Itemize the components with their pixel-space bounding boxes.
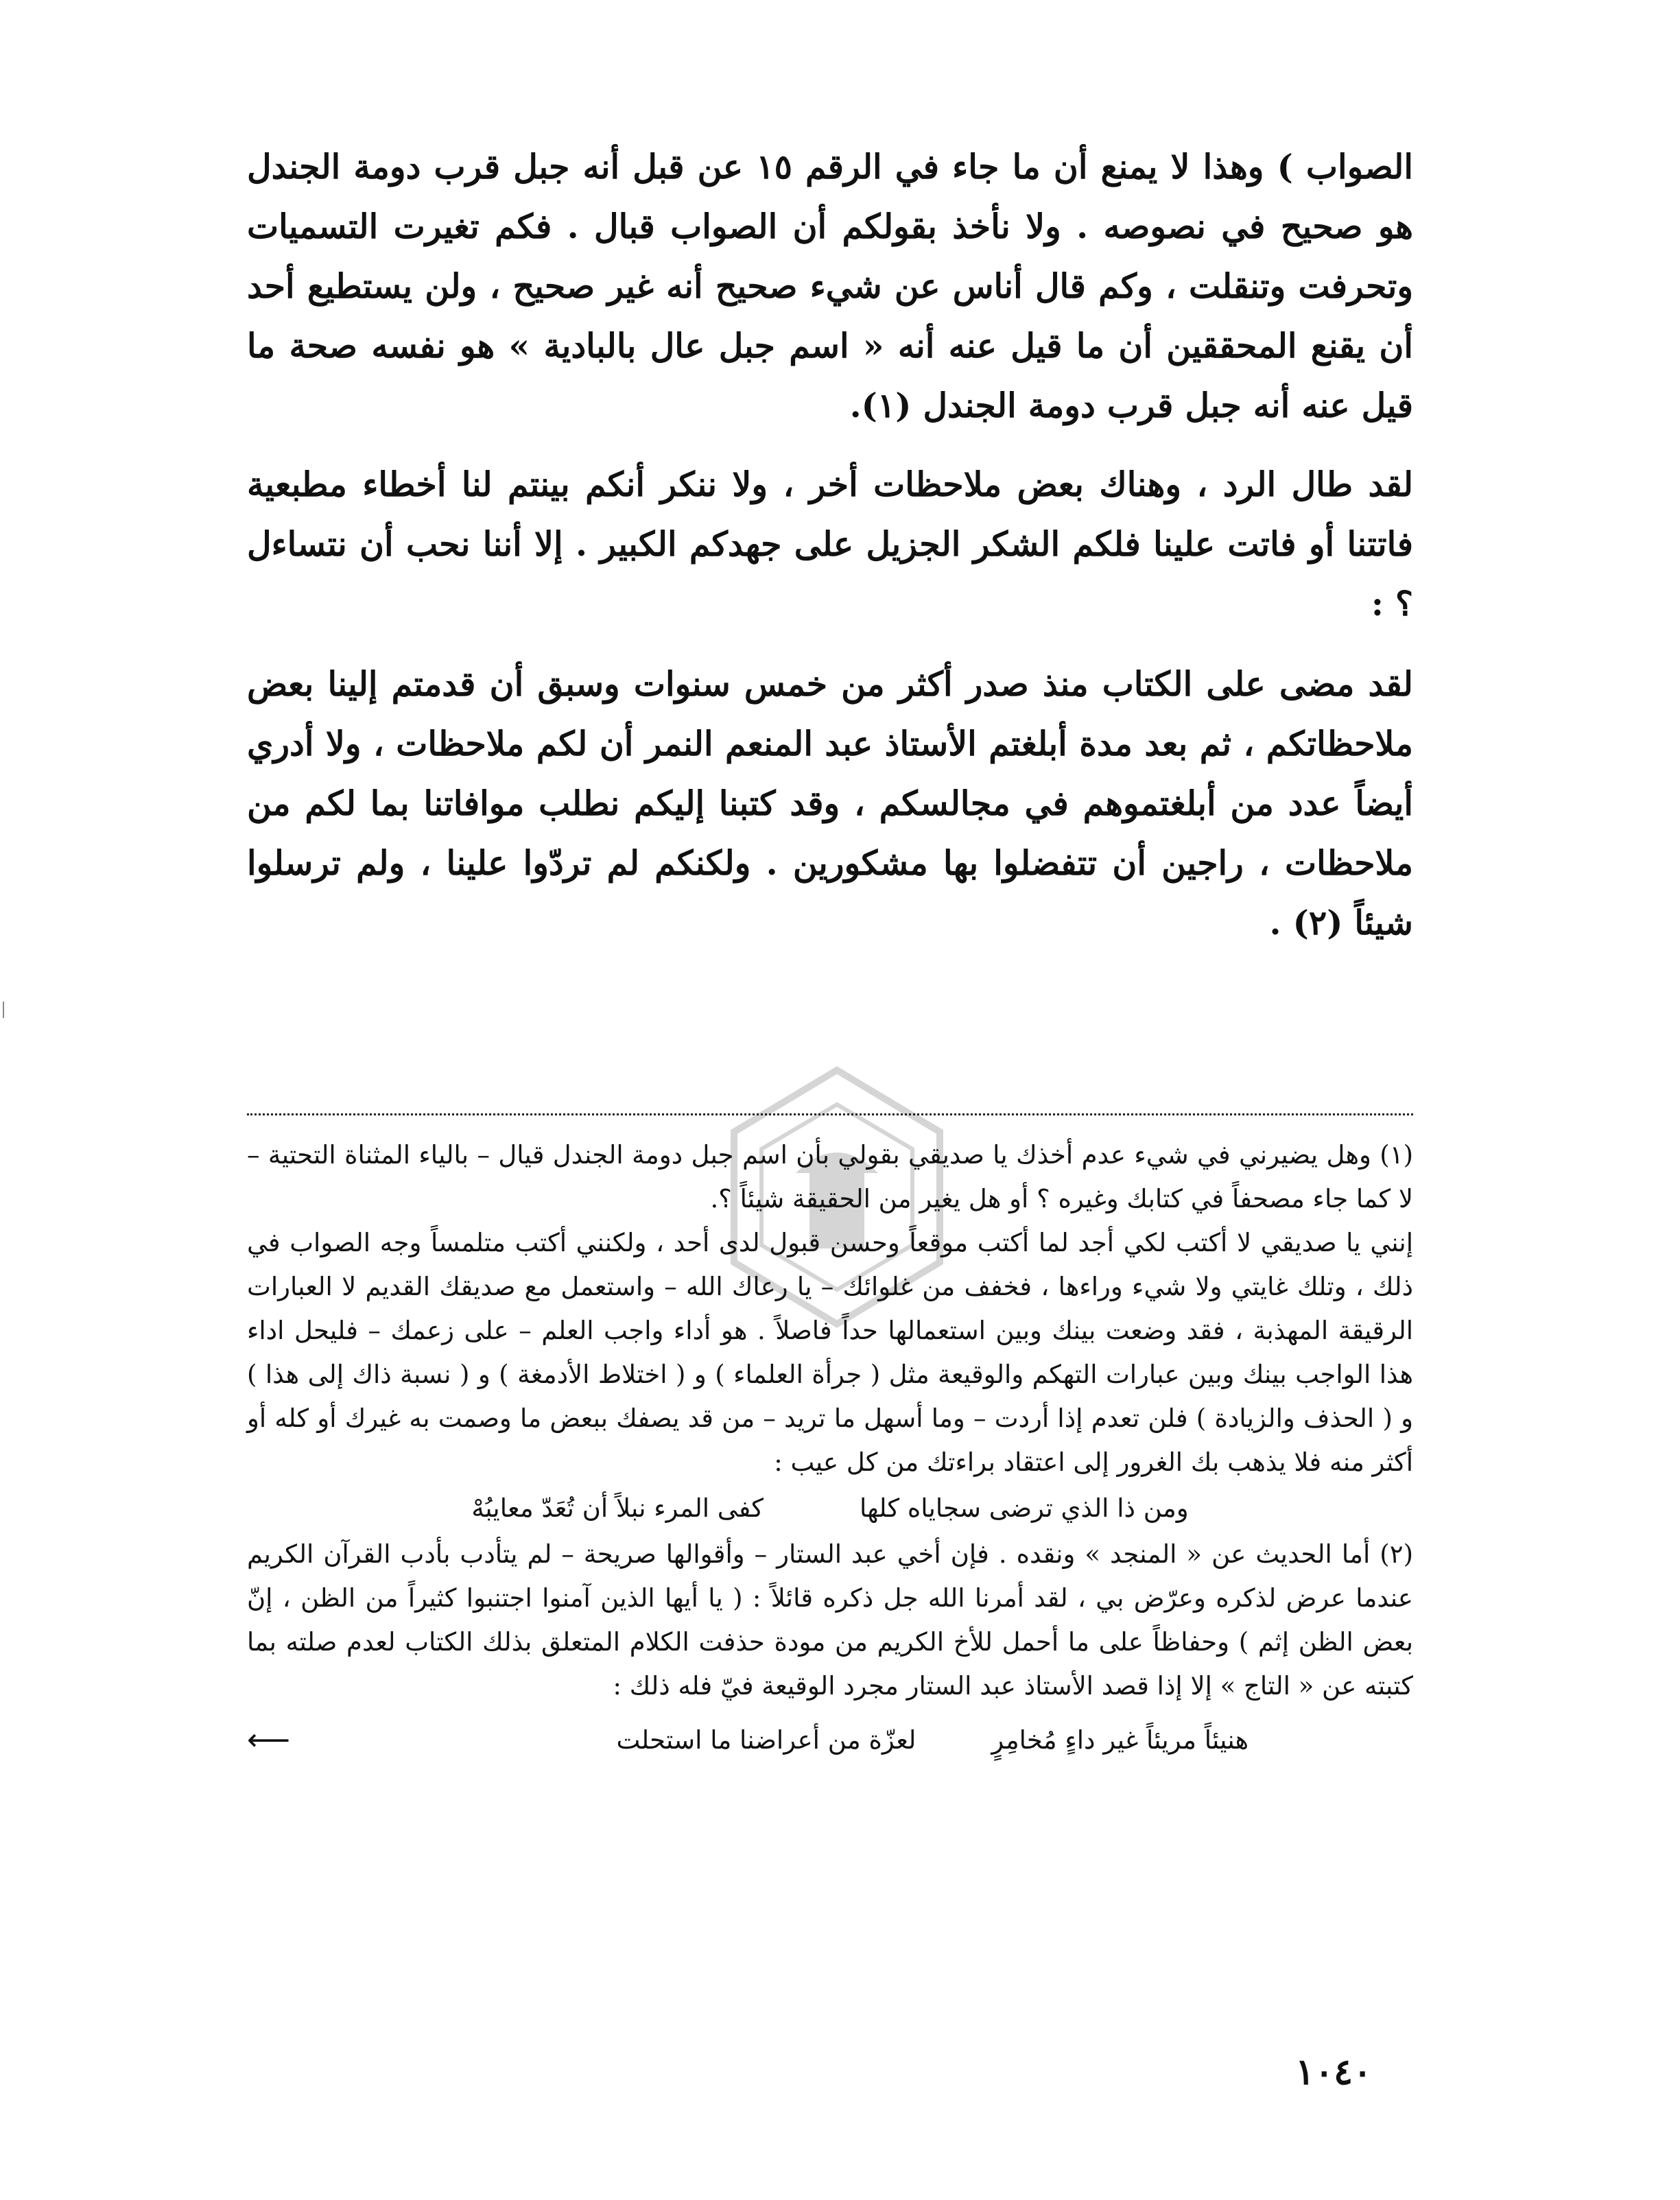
poetry-verse	[247, 1485, 1413, 1533]
footnote-paragraph: إنني يا صديقي لا أكتب لكي أجد لما أكتب موقعاً وحسن قبول لدى أحد ، ولكنني أكتب متلمساً وجه الصواب في ذلك ، وتلك غايتي ولا شيء وراءها ، فخفف من غلوائك – يا رعاك الله – واستعمل مع صديقك القديم لا العبارات الرقيقة المهذبة ، فقد وضعت بينك وبين استعمالها حداً فاصلاً . هو أداء واجب العلم – على زعمك – فليحل اداء هذا الواجب بينك وبين عبارات التهكم والوقيعة مثل ( جرأة العلماء ) و ( اختلاط الأدمغة ) و ( نسبة ذاك إلى هذا ) و ( الحذف والزيادة ) فلن تعدم إذا أردت – وما أسهل ما تريد – من قد يصفك ببعض ما وصمت به غيرك أو كله أو أكثر منه فلا يذهب بك الغرور إلى اعتقاد براءتك من كل عيب :	[247, 1228, 1413, 1477]
verse-hemistich: ومن ذا الذي ترضى سجاياه كلها	[859, 1493, 1189, 1523]
scan-edge-mark	[3, 1002, 4, 1018]
verse-hemistich: لعزّة من أعراضنا ما استحلت	[616, 1725, 916, 1755]
footnotes	[247, 1133, 1413, 1764]
main-paragraph: لقد مضى على الكتاب منذ صدر أكثر من خمس سنوات وسبق أن قدمتم إلينا بعض ملاحظاتكم ، ثم بعد مدة أبلغتم الأستاذ عبد المنعم النمر أن لكم ملاحظات ، ولا أدري أيضاً عدد من أبلغتموهم في مجالسكم ، وقد كتبنا إليكم نطلب موافاتنا بما لكم من ملاحظات ، راجين أن تتفضلوا بها مشكورين . ولكنكم لم تردّوا علينا ، ولم ترسلوا شيئاً (٢) .	[247, 664, 1413, 943]
footnote-paragraph: (٢) أما الحديث عن « المنجد » ونقده . فإن أخي عبد الستار – وأقوالها صريحة – لم يتأدب بأدب القرآن الكريم عندما عرض لذكره وعرّض بي ، لقد أمرنا الله جل ذكره قائلاً : ( يا أيها الذين آمنوا اجتنبوا كثيراً من الظن ، إنّ بعض الظن إثم ) وحفاظاً على ما أحمل للأخ الكريم من مودة حذفت الكلام المتعلق بذلك الكتاب لعدم صلته بما كتبته عن « التاج » إلا إذا قصد الأستاذ عبد الستار مجرد الوقيعة فيّ فله ذلك :	[247, 1539, 1413, 1701]
main-text	[247, 137, 1413, 969]
main-paragraph: لقد طال الرد ، وهناك بعض ملاحظات أخر ، ولا ننكر أنكم بينتم لنا أخطاء مطبعية فاتتنا أو فاتت علينا فلكم الشكر الجزيل على جهدكم الكبير . إلا أننا نحب أن نتساءل ؟ :	[247, 464, 1413, 624]
footnote-separator	[247, 1113, 1413, 1115]
main-paragraph: الصواب ) وهذا لا يمنع أن ما جاء في الرقم ١٥ عن قبل أنه جبل قرب دومة الجندل هو صحيح في نصوصه . ولا نأخذ بقولكم أن الصواب قبال . فكم تغيرت التسميات وتحرفت وتنقلت ، وكم قال أناس عن شيء صحيح أنه غير صحيح ، ولن يستطيع أحد أن يقنع المحققين أن ما قيل عنه أنه « اسم جبل عال بالبادية » هو نفسه صحة ما قيل عنه أنه جبل قرب دومة الجندل (١).	[247, 147, 1413, 425]
continuation-arrow-icon: ⟵	[247, 1723, 291, 1758]
verse-hemistich: هنيئاً مريئاً غير داءٍ مُخامِرٍ	[991, 1725, 1249, 1755]
page-number: ١٠٤٠	[1295, 2051, 1372, 2093]
poetry-verse	[247, 1716, 1413, 1764]
footnote-paragraph: (١) وهل يضيرني في شيء عدم أخذك يا صديقي بقولي بأن اسم جبل دومة الجندل قيال – بالياء المثناة التحتية – لا كما جاء مصحفاً في كتابك وغيره ؟ أو هل يغير من الحقيقة شيئاً ؟.	[247, 1140, 1413, 1214]
verse-hemistich: كفى المرء نبلاً أن تُعَدّ معايبُهْ	[471, 1493, 764, 1523]
